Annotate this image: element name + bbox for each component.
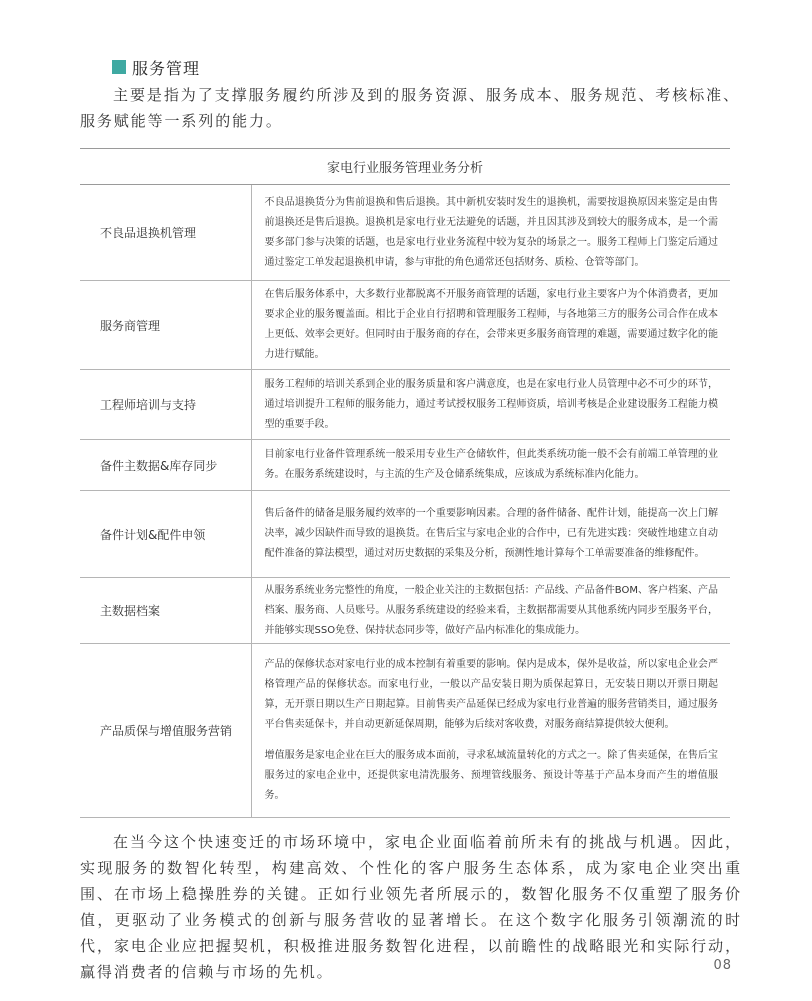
row-name: 服务商管理: [80, 281, 251, 370]
section-marker-square: [112, 60, 126, 74]
analysis-table-container: [80, 148, 730, 818]
table-caption: 家电行业服务管理业务分析: [80, 149, 730, 185]
row-name: 主数据档案: [80, 578, 251, 644]
row-description: 在售后服务体系中，大多数行业都脱离不开服务商管理的话题，家电行业主要客户为个体消费者，更加要求企业的服务覆盖面。相比于企业自行招聘和管理服务工程师，与各地第三方的服务公司合作在成本上更低、效率会更好。但同时由于服务商的存在，会带来更多服务商管理的难题，需要通过数字化的能力进行赋能。: [251, 281, 730, 370]
intro-paragraph: 主要是指为了支撑服务履约所涉及到的服务资源、服务成本、服务规范、考核标准、服务赋能等一系列的能力。: [80, 86, 740, 130]
table-row: [80, 281, 730, 370]
table-row: [80, 491, 730, 578]
row-name: 备件主数据&库存同步: [80, 440, 251, 491]
row-description: 目前家电行业备件管理系统一般采用专业生产仓储软件，但此类系统功能一般不会有前端工单管理的业务。在服务系统建设时，与主流的生产及仓储系统集成，应该成为系统标准内化能力。: [251, 440, 730, 491]
row-description: 服务工程师的培训关系到企业的服务质量和客户满意度，也是在家电行业人员管理中必不可少的环节，通过培训提升工程师的服务能力，通过考试授权服务工程师资质，培训考核是企业建设服务工程能力模型的重要手段。: [251, 370, 730, 440]
table-row: [80, 644, 730, 818]
row-description: 不良品退换货分为售前退换和售后退换。其中新机安装时发生的退换机，需要按退换原因来鉴定是由售前退换还是售后退换。退换机是家电行业无法避免的话题，并且因其涉及到较大的服务成本，是一个需要多部门参与决策的话题，也是家电行业业务流程中较为复杂的场景之一。服务工程师上门鉴定后通过通过鉴定工单发起退换机申请，参与审批的角色通常还包括财务、质检、仓管等部门。: [251, 185, 730, 281]
section-title: 服务管理: [132, 58, 201, 78]
row-description: 售后备件的储备是服务履约效率的一个重要影响因素。合理的备件储备、配件计划，能提高一次上门解决率，减少因缺件而导致的退换货。在售后宝与家电企业的合作中，已有先进实践：突破性地建立自动配件准备的算法模型，通过对历史数据的采集及分析，预测性地计算每个工单需要准备的维修配件。: [251, 491, 730, 578]
analysis-table: [80, 148, 730, 818]
row-description: 从服务系统业务完整性的角度，一般企业关注的主数据包括：产品线、产品备件BOM、客户档案、产品档案、服务商、人员账号。从服务系统建设的经验来看，主数据都需要从其他系统内同步至服务平台，并能够实现SSO免登、保持状态同步等，做好产品内标准化的集成能力。: [251, 578, 730, 644]
body-paragraph: 在当今这个快速变迁的市场环境中，家电企业面临着前所未有的挑战与机遇。因此，实现服务的数智化转型，构建高效、个性化的客户服务生态体系，成为家电企业突出重围、在市场上稳操胜券的关键。正如行业领先者所展示的，数智化服务不仅重塑了服务价值，更驱动了业务模式的创新与服务营收的显著增长。在这个数字化服务引领潮流的时代，家电企业应把握契机，积极推进服务数智化进程，以前瞻性的战略眼光和实际行动，赢得消费者的信赖与市场的先机。: [80, 833, 742, 981]
row-name: 不良品退换机管理: [80, 185, 251, 281]
page-number: 08: [713, 958, 732, 973]
table-row: [80, 185, 730, 281]
table-row: [80, 578, 730, 644]
table-row: [80, 370, 730, 440]
row-name: 工程师培训与支持: [80, 370, 251, 440]
row-description: 产品的保修状态对家电行业的成本控制有着重要的影响。保内是成本，保外是收益，所以家电企业会严格管理产品的保修状态。而家电行业，一般以产品安装日期为质保起算日，无安装日期以开票日期起算，无开票日期以生产日期起算。目前售卖产品延保已经成为家电行业普遍的服务营销类目，通过服务平台售卖延保卡，并自动更新延保周期，能够为后续对客收费，对服务商结算提供较大便利。 增值服务是家电企业在巨大的服务成本面前，寻求私域流量转化的方式之一。除了售卖延保，在售后宝服务过的家电企业中，还提供家电清洗服务、预埋管线服务、预设计等基于产品本身而产生的增值服务。: [251, 644, 730, 818]
row-name: 产品质保与增值服务营销: [80, 644, 251, 818]
row-name: 备件计划&配件申领: [80, 491, 251, 578]
section-heading: [112, 56, 200, 78]
table-row: [80, 440, 730, 491]
